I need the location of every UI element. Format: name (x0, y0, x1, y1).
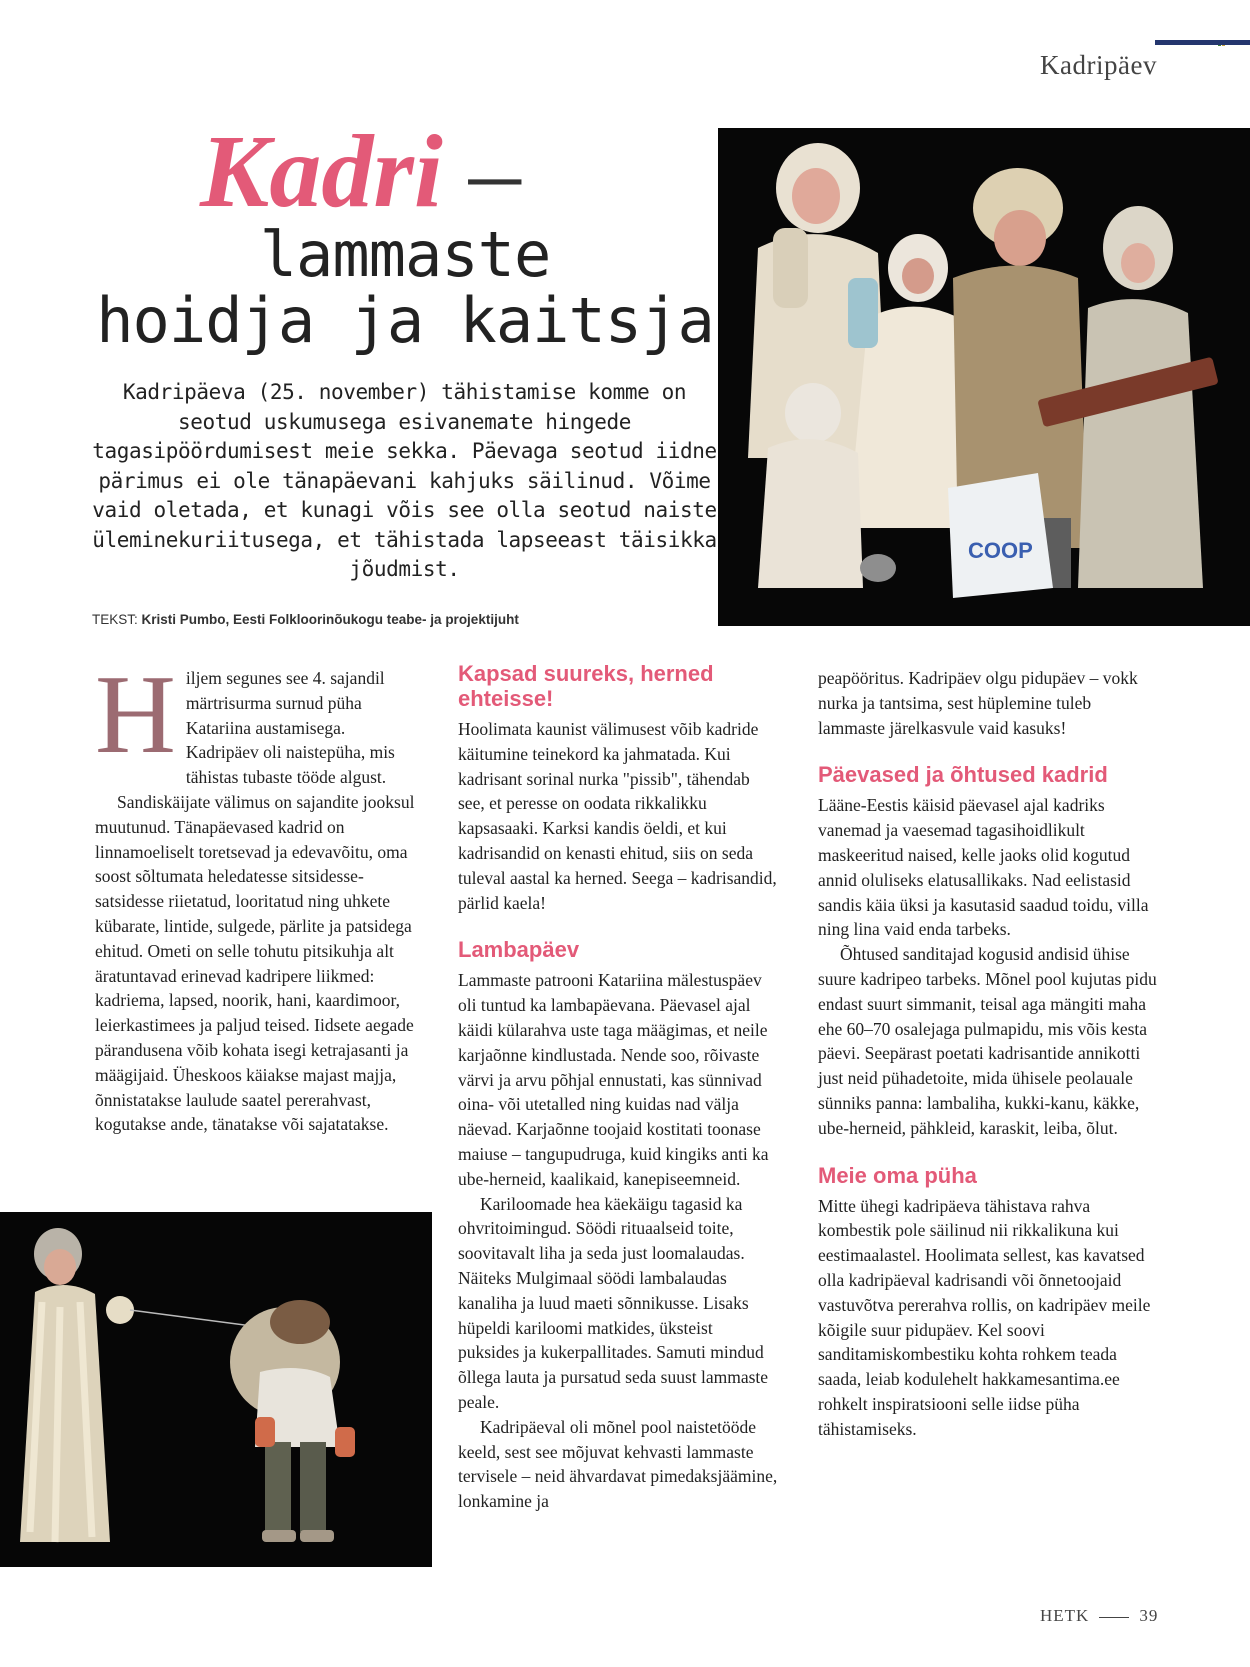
article-column-3 (818, 666, 1160, 1442)
col3-paragraph-2: Õhtused sanditajad kogusid andisid ühise suure kadripeo tarbeks. Mõnel pool kujutas pidu endast suurt simmanit, teisal aga mängiti maha ehe 60–70 osalejaga pulmapidu, mis võis kesta päevi. Seepärast poetati kadrisantide annikotti just neid pühadetoite, mida ühisele peolauale sünniks panna: lambaliha, kukki-kanu, käkke, ube-herneid, pähkleid, karaskit, leiba, õlut. (818, 944, 1157, 1138)
article-column-2 (458, 661, 778, 1514)
footer-rule (1099, 1617, 1129, 1618)
group-photo-illustration (718, 128, 1250, 626)
svg-text:COOP: COOP (968, 538, 1033, 563)
col3-paragraph-0: peapööritus. Kadripäev olgu pidupäev – vokk nurka ja tantsima, sest hüplemine tuleb lammaste järelkasvule vaid kasuks! (818, 668, 1138, 738)
col2-paragraph-1: Hoolimata kaunist välimusest võib kadride käitumine teinekord ka jahmatada. Kui kadrisant sorinal nurka "pissib", tähendab see, et peresse on oodata rikkalikku kapsasaaki. Karksi kandis öeldi, et kui kadrisandid on kenasti ehitud, siis on seda tuleval aastal ka herned. Seega – kadrisandid, pärlid kaela! (458, 719, 777, 913)
section-label: Kadripäev (1040, 50, 1157, 80)
col2-paragraph-4: Kadripäeval oli mõnel pool naistetööde keeld, sest see mõjuvat kehvasti lammaste tervisele – neid ähvardavat pimedaksjäämine, lonkamine ja (458, 1416, 778, 1512)
col3-paragraph-3: Mitte ühegi kadripäeva tähistava rahva kombestik pole säilinud nii rikkalikuna kui eestimaalastel. Hoolimata sellest, kas kavatsed olla kadripäeval kadrisandi või õnnetoojaid vastuvõtva pererahva rollis, on kadripäev meile kõigile suur pidupäev. Kel soovi sanditamiskombestiku kohta rohkem teada saada, leiab kodulehelt hakkamesantima.ee rohkelt inspiratsiooni selle iidse püha tähistamiseks. (818, 1195, 1151, 1439)
title-line-1: lammaste (259, 218, 551, 291)
col2-paragraph-2: Lammaste patrooni Katariina mälestuspäev oli tuntud ka lambapäevana. Päevasel ajal käidi külarahva uste taga määgimas, et neile karjaõnne kindlustada. Nende soo, rõivaste värvi ja arvu põhjal ennustati, kas sünnivad oina- või utetalled ning kuidas nad välja näevad. Karjaõnne toojaid kostitati toonase maiuse – tangupudruga, kuid kingiks anti ka ube-herneid, kaalikaid, kanepiseemneid. (458, 970, 769, 1189)
subheading-meie-oma-puha: Meie oma püha (818, 1162, 977, 1188)
page-footer (1040, 1606, 1158, 1626)
page-title (90, 218, 720, 357)
subheading-paevased: Päevased ja õhtused kadrid (818, 762, 1108, 788)
col2-paragraph-3: Kariloomade hea käekäigu tagasid ka ohvritoimingud. Söödi rituaalseid toite, soovitavalt liha ja seda just loomalaudas. Näiteks Mulgimaal söödi lambalaudas kanaliha ja luud maeti sõnnikusse. Lisaks hüpeldi kariloomi matkides, üksteist puksides ja kukerpallitades. Samuti mindud õllega lauta ja pursatud seda suust lammaste peale. (458, 1193, 769, 1412)
title-accent-word: Kadri (200, 114, 443, 229)
page-number: 39 (1139, 1606, 1159, 1625)
spinner-photo-illustration (0, 1212, 432, 1567)
article-column-1 (95, 653, 415, 1137)
drop-cap: H (95, 653, 176, 777)
col3-paragraph-1: Lääne-Eestis käisid päevasel ajal kadriks vanemad ja vaesemad tagasihoidlikult maskeeritud naised, kelle jaoks olid kogutud annid oluliseks elatusallikaks. Nad eelistasid sandis käia üksi ja kasutasid saadud toidu, villa ning lina vaid enda tarbeks. (818, 795, 1149, 940)
title-dash: – (468, 114, 521, 229)
header-rule (1155, 40, 1250, 45)
title-line-2: hoidja ja kaitsja (96, 284, 714, 357)
col1-paragraph-1: iljem segunes see 4. sajandil märtrisurma surnud püha Katariina austamisega. Kadripäev oli naistepüha, mis tähistas tubaste tööde algust. (185, 668, 395, 788)
subheading-kapsad: Kapsad suureks, herned ehteisse! (458, 661, 714, 711)
magazine-name: HETK (1040, 1606, 1090, 1625)
credit-label: TEKST: (92, 612, 138, 627)
page-title-accent (200, 114, 660, 229)
credit-text: Kristi Pumbo, Eesti Folkloorinõukogu teabe- ja projektijuht (141, 612, 519, 627)
author-credit (92, 612, 712, 627)
kadrisandid-group-photo (718, 128, 1250, 626)
subheading-lambapaev: Lambapäev (458, 937, 580, 963)
lead-paragraph: Kadripäeva (25. november) tähistamise komme on seotud uskumusega esivanemate hingede tagasipöördumisest meie sekka. Päevaga seotud iidne pärimus ei ole tänapäevani kahjuks säilinud. Võime vaid oletada, et kunagi võis see olla seotud naiste üleminekuriitusega, et tähistada lapseeast täisikka jõudmist. (92, 380, 717, 581)
col1-paragraph-2: Sandiskäijate välimus on sajandite jooksul muutunud. Tänapäevased kadrid on linnamoeliselt toretsevad ja edevavõitu, oma soost sõltumata heledatesse sitsidesse-satsidesse riietatud, looritatud ning uhkete kübarate, lintide, sulgede, pärlite ja patsidega ehitud. Ometi on selle tohutu pitsikuhja alt äratuntavad erinevad kadripere liikmed: kadriema, lapsed, noorik, hani, kaardimoor, leierkastimees ja paljud teised. Iidsete aegade pärandusena võib kohata isegi ketrajasanti ja määgijaid. Üheskoos käiakse majast majja, õnnistatakse laulude saatel pererahvast, kogutakse ande, tänatakse või sajatatakse. (95, 791, 415, 1135)
ketrajasant-photo (0, 1212, 432, 1567)
color-dots (1218, 33, 1226, 38)
